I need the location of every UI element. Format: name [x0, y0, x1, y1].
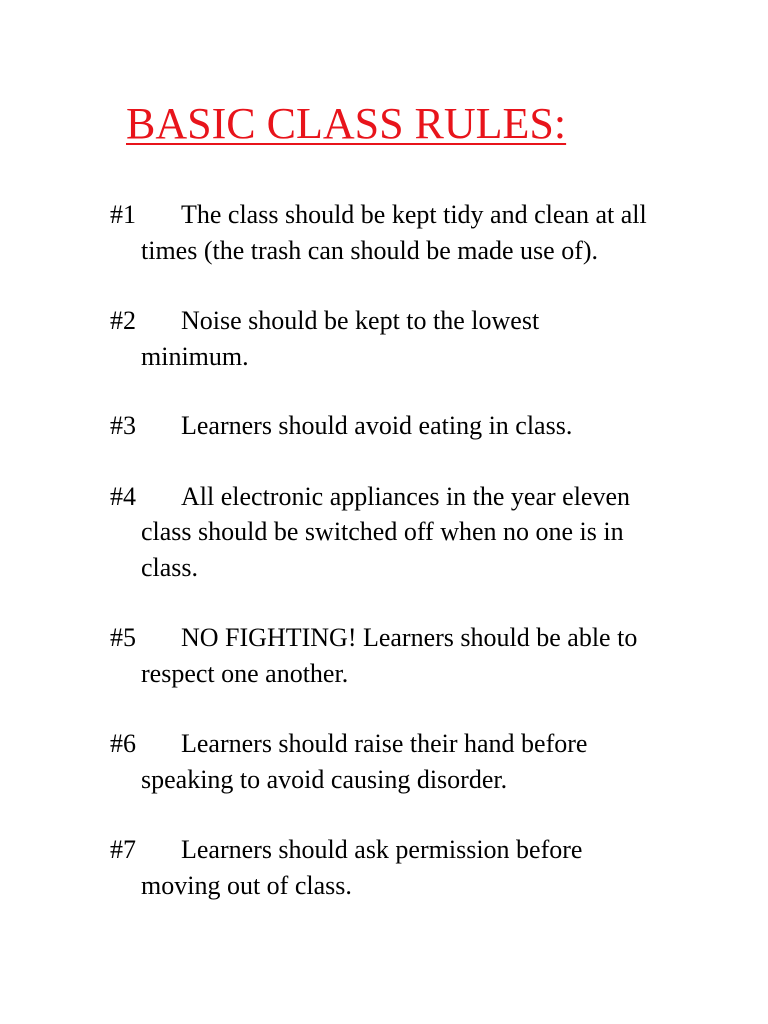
rule-number: #4	[110, 482, 136, 511]
rule-text-line: class.	[141, 553, 199, 582]
rule-text-line: minimum.	[141, 342, 249, 371]
rule-number: #5	[110, 623, 136, 652]
rule-number: #7	[110, 835, 136, 864]
rule-number: #2	[110, 306, 136, 335]
rule-text-line: Noise should be kept to the lowest	[181, 306, 540, 335]
rule-number: #3	[110, 411, 136, 440]
rule-text-line: class should be switched off when no one is in	[141, 517, 624, 546]
rule-text-line: All electronic appliances in the year eleven	[181, 482, 631, 511]
rule-text-line: Learners should raise their hand before	[181, 729, 588, 758]
rule-text-line: The class should be kept tidy and clean at all	[181, 200, 647, 229]
rule-text-line: Learners should ask permission before	[181, 835, 583, 864]
rule-number: #6	[110, 729, 136, 758]
rule-text-line: times (the trash can should be made use of).	[141, 236, 599, 265]
rule-text-line: Learners should avoid eating in class.	[181, 411, 573, 440]
rule-text-line: speaking to avoid causing disorder.	[141, 765, 508, 794]
rule-text-line: moving out of class.	[141, 871, 352, 900]
rule-text-line: NO FIGHTING! Learners should be able to	[181, 623, 638, 652]
rule-text-line: respect one another.	[141, 659, 349, 688]
page-title: BASIC CLASS RULES:	[126, 99, 567, 148]
rule-number: #1	[110, 200, 136, 229]
